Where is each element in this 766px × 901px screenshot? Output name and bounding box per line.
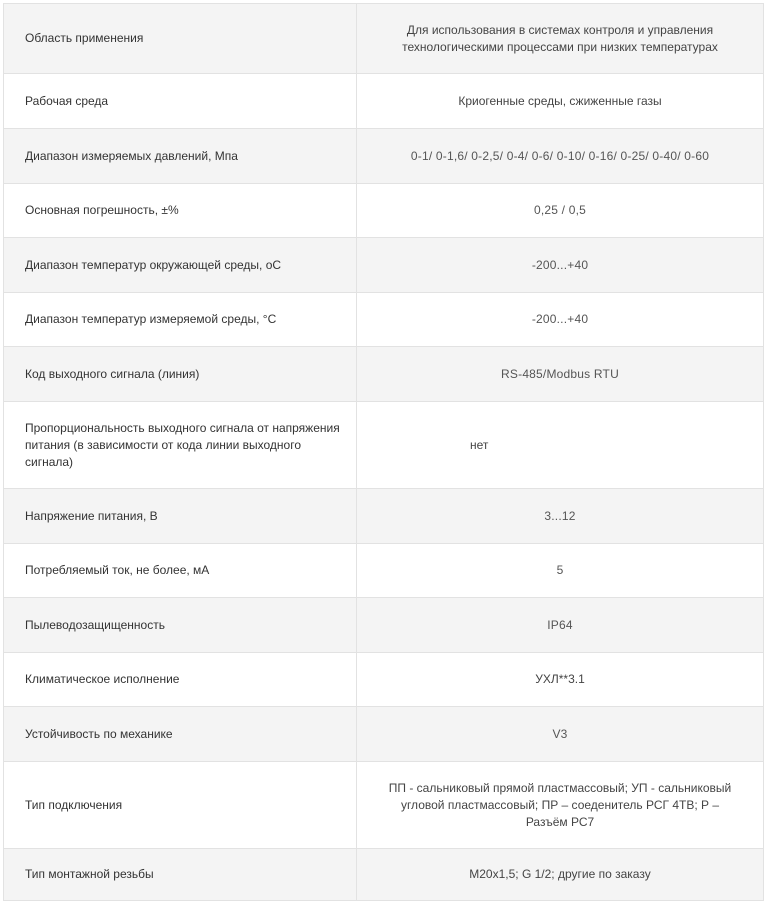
parameter-value: -200...+40 [357, 238, 764, 293]
parameter-name: Тип монтажной резьбы [4, 849, 357, 901]
table-row [4, 849, 764, 901]
table-row [4, 293, 764, 347]
parameter-name: Пылеводозащищенность [4, 598, 357, 653]
parameter-value: 5 [357, 544, 764, 598]
table-row [4, 762, 764, 849]
table-row [4, 184, 764, 238]
parameter-name: Основная погрешность, ±% [4, 184, 357, 238]
table-row [4, 4, 764, 74]
table-row [4, 707, 764, 762]
parameter-value: Для использования в системах контроля и управления технологическими процессами при низких температурах [357, 4, 764, 74]
parameter-value: M20х1,5; G 1/2; другие по заказу [357, 849, 764, 901]
parameter-name: Диапазон температур окружающей среды, оС [4, 238, 357, 293]
parameter-value: 0-1/ 0-1,6/ 0-2,5/ 0-4/ 0-6/ 0-10/ 0-16/ 0-25/ 0-40/ 0-60 [357, 129, 764, 184]
parameter-name: Напряжение питания, В [4, 489, 357, 544]
parameter-value: RS-485/Modbus RTU [357, 347, 764, 402]
table-row [4, 402, 764, 489]
parameter-value: ПП - сальниковый прямой пластмассовый; УП - сальниковый угловой пластмассовый; ПР – соеденитель РСГ 4ТВ; Р – Разъём РС7 [357, 762, 764, 849]
parameter-name: Область применения [4, 4, 357, 74]
parameter-name: Рабочая среда [4, 74, 357, 129]
specifications-table [3, 3, 764, 901]
parameter-name: Диапазон измеряемых давлений, Мпа [4, 129, 357, 184]
table-row [4, 74, 764, 129]
parameter-value: IP64 [357, 598, 764, 653]
parameter-value: -200...+40 [357, 293, 764, 347]
parameter-value: нет [357, 402, 764, 489]
parameter-value: V3 [357, 707, 764, 762]
table-row [4, 544, 764, 598]
table-row [4, 489, 764, 544]
parameter-name: Пропорциональность выходного сигнала от напряжения питания (в зависимости от кода линии выходного сигнала) [4, 402, 357, 489]
parameter-name: Потребляемый ток, не более, мА [4, 544, 357, 598]
parameter-name: Климатическое исполнение [4, 653, 357, 707]
parameter-value: Криогенные среды, сжиженные газы [357, 74, 764, 129]
parameter-value: УХЛ**3.1 [357, 653, 764, 707]
table-row [4, 129, 764, 184]
parameter-name: Диапазон температур измеряемой среды, °С [4, 293, 357, 347]
table-row [4, 598, 764, 653]
parameter-value: 3...12 [357, 489, 764, 544]
table-row [4, 347, 764, 402]
parameter-name: Тип подключения [4, 762, 357, 849]
parameter-name: Устойчивость по механике [4, 707, 357, 762]
table-row [4, 653, 764, 707]
table-row [4, 238, 764, 293]
parameter-value: 0,25 / 0,5 [357, 184, 764, 238]
parameter-name: Код выходного сигнала (линия) [4, 347, 357, 402]
